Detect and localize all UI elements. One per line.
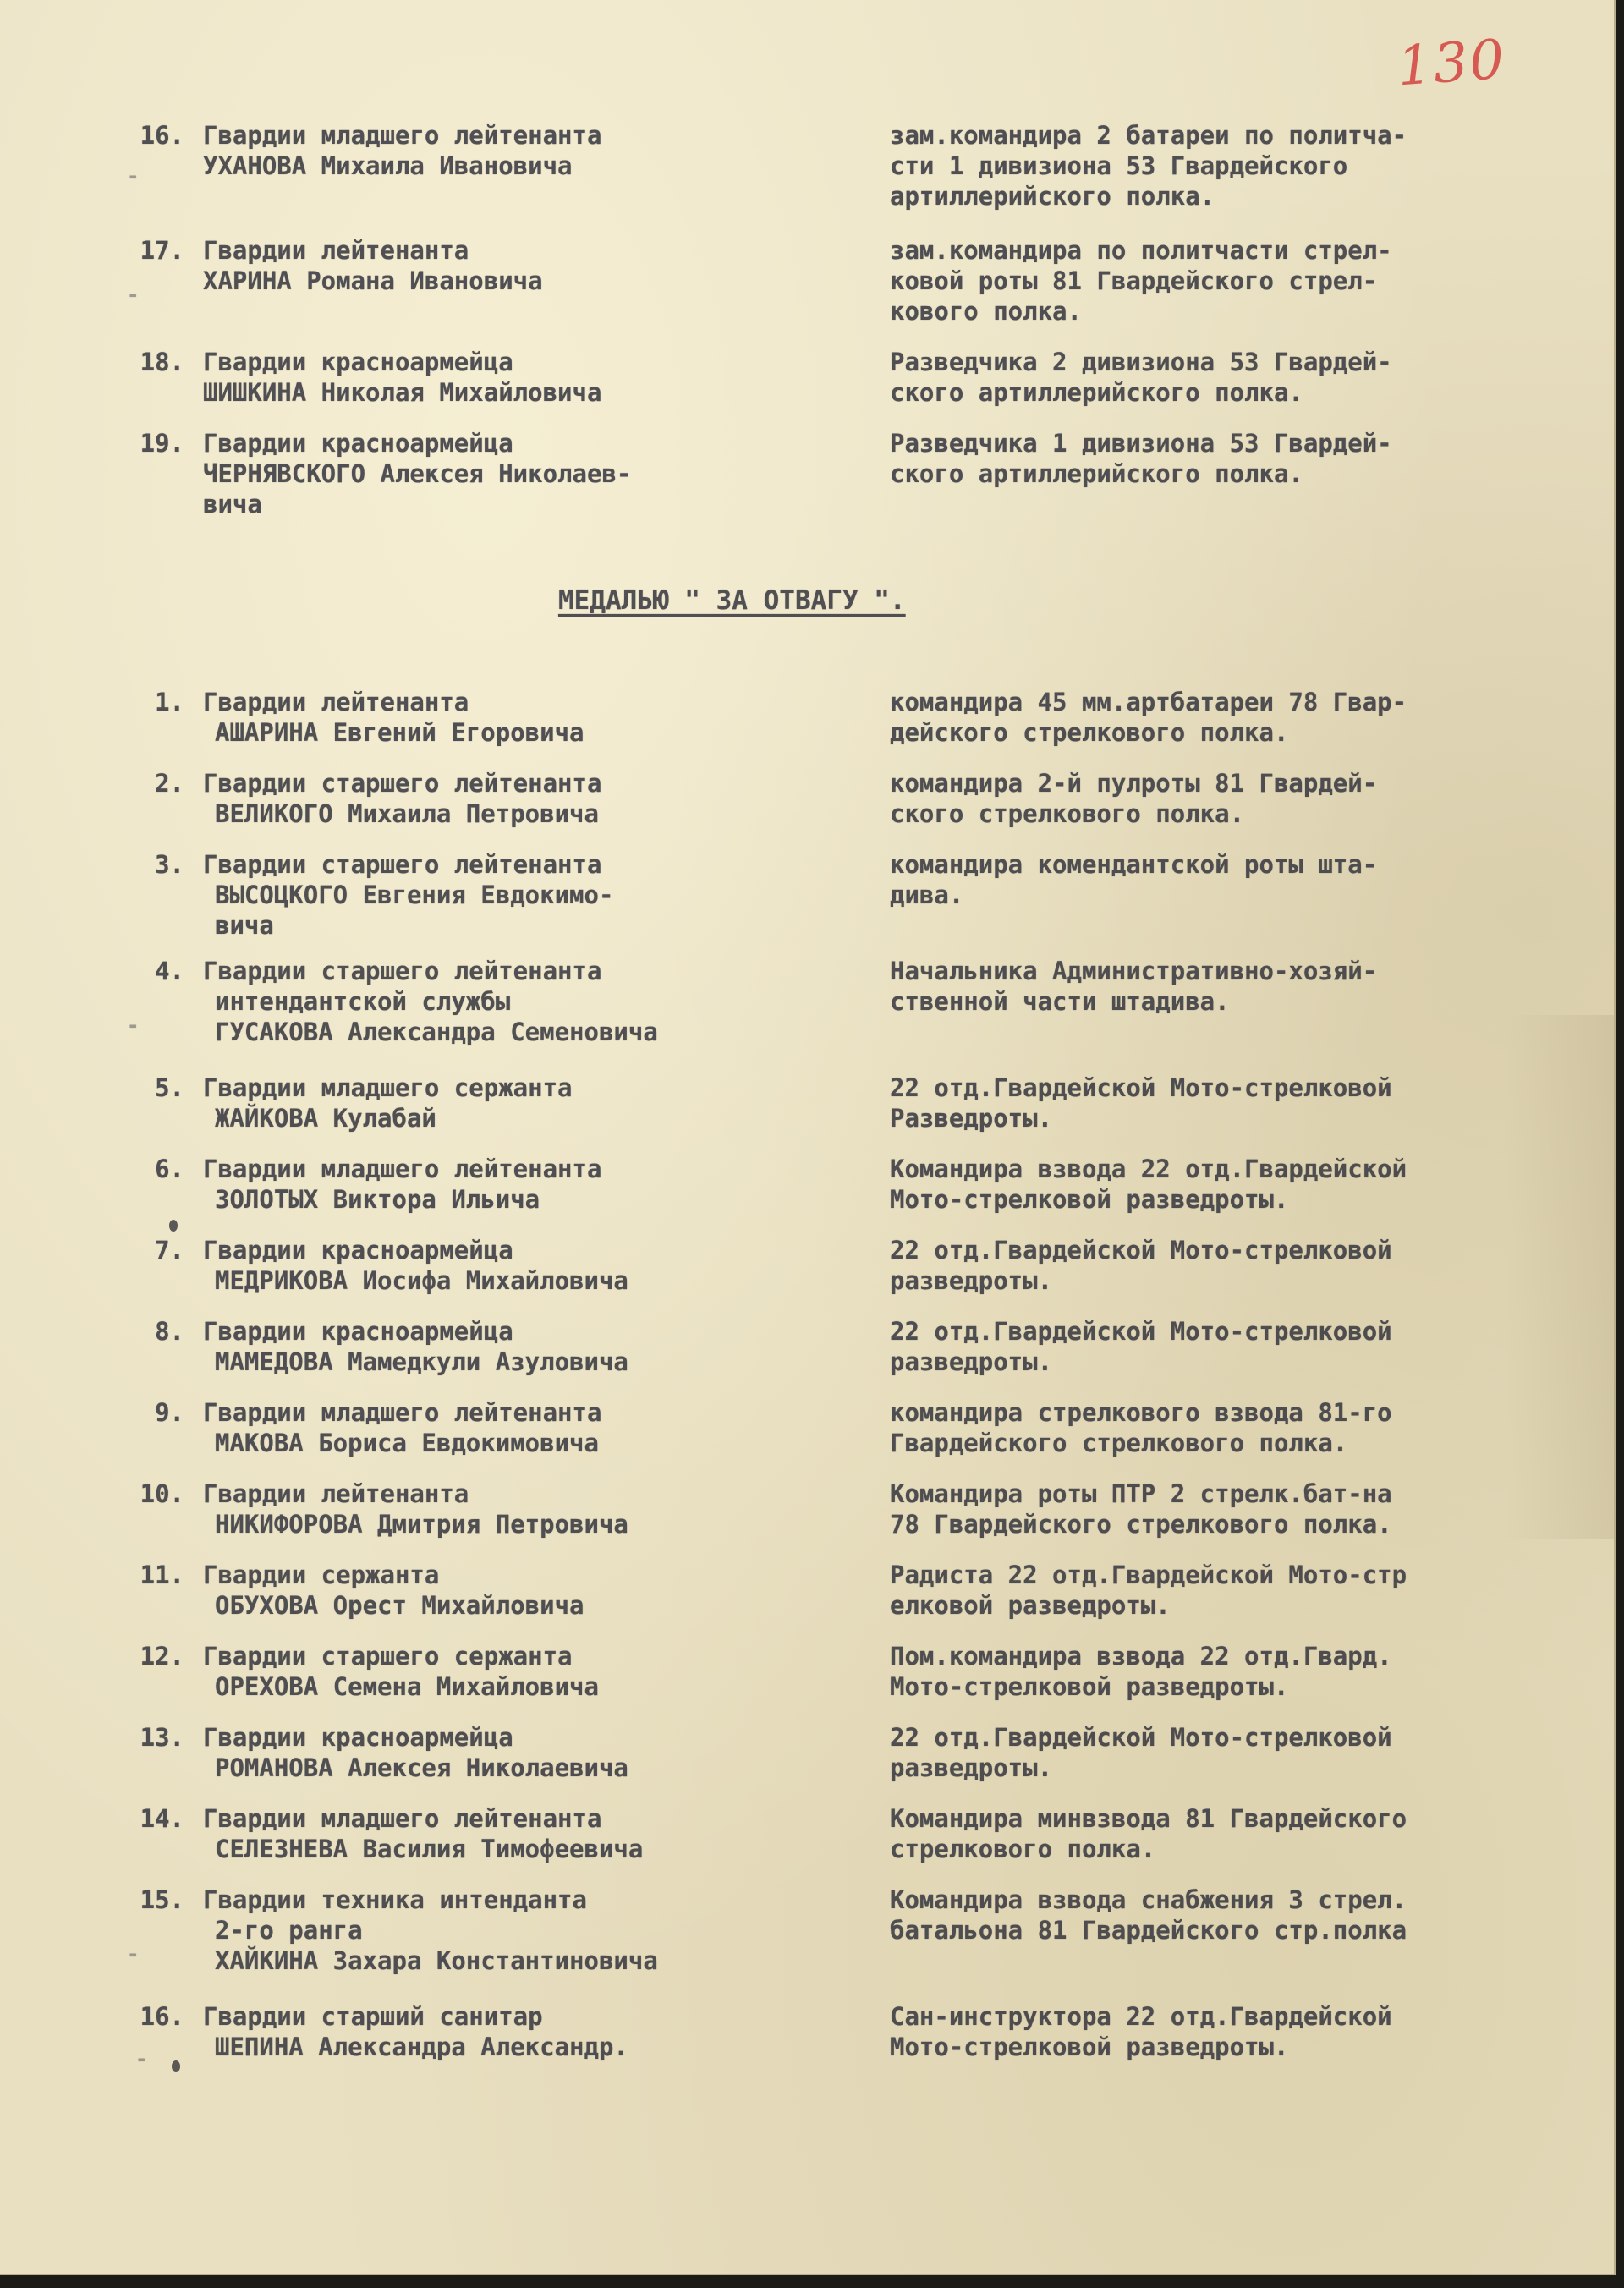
entry-role <box>890 849 1617 910</box>
name-line: МАКОВА Бориса Евдокимовича <box>215 1429 599 1457</box>
name-line: ГУСАКОВА Александра Семеновича <box>215 1018 658 1046</box>
entry-number: 15. <box>140 1885 184 1914</box>
name-line: МАМЕДОВА Мамедкули Азуловича <box>215 1347 628 1376</box>
name-line: Гвардии красноармейца <box>203 1723 513 1752</box>
name-line: Гвардии лейтенанта <box>203 1479 469 1508</box>
role-line: Командира взвода 22 отд.Гвардейской <box>890 1155 1407 1183</box>
role-line: Пом.командира взвода 22 отд.Гвард. <box>890 1642 1392 1671</box>
entry-name <box>203 120 863 181</box>
name-line: АШАРИНА Евгений Егоровича <box>215 718 584 747</box>
entry-role <box>890 1641 1617 1702</box>
name-line: ШЕПИНА Александра Александр. <box>215 2033 628 2061</box>
margin-dash: - <box>127 1942 140 1966</box>
role-line: Гвардейского стрелкового полка. <box>890 1429 1348 1457</box>
entry-number: 14. <box>140 1804 184 1833</box>
role-line: командира стрелкового взвода 81-го <box>890 1398 1392 1427</box>
role-line: Начальника Административно-хозяй- <box>890 957 1378 985</box>
margin-dash: - <box>127 283 140 306</box>
entry-number: 17. <box>140 236 184 265</box>
role-line: Разведчика 1 дивизиона 53 Гвардей- <box>890 429 1392 458</box>
role-line: командира 2-й пулроты 81 Гвардей- <box>890 769 1378 798</box>
name-line: Гвардии сержанта <box>203 1561 440 1589</box>
role-line: стрелкового полка. <box>890 1835 1156 1863</box>
role-line: командира комендантской роты шта- <box>890 850 1378 879</box>
entry-role <box>890 956 1617 1017</box>
role-line: Командира минвзвода 81 Гвардейского <box>890 1804 1407 1833</box>
name-line: Гвардии старший санитар <box>203 2002 543 2031</box>
entry-name <box>203 768 863 829</box>
section-title: МЕДАЛЬЮ " ЗА ОТВАГУ ". <box>558 585 906 616</box>
role-line: сти 1 дивизиона 53 Гвардейского <box>890 151 1348 180</box>
handwritten-page-number: 130 <box>1395 28 1508 99</box>
role-line: 22 отд.Гвардейской Мото-стрелковой <box>890 1723 1392 1752</box>
entry-role <box>890 2001 1617 2062</box>
name-line: ЖАЙКОВА Кулабай <box>215 1104 436 1133</box>
entry-number: 11. <box>140 1561 184 1589</box>
entry-number: 6. <box>155 1155 184 1183</box>
entry-number: 12. <box>140 1642 184 1671</box>
role-line: Мото-стрелковой разведроты. <box>890 1185 1289 1214</box>
name-line: Гвардии красноармейца <box>203 1236 513 1265</box>
entry-name <box>203 1560 863 1621</box>
entry-number: 10. <box>140 1479 184 1508</box>
entry-name <box>203 1722 863 1783</box>
role-line: дейского стрелкового полка. <box>890 718 1289 747</box>
name-line: ВЕЛИКОГО Михаила Петровича <box>215 799 599 828</box>
entry-number: 5. <box>155 1073 184 1102</box>
name-line: ЗОЛОТЫХ Виктора Ильича <box>215 1185 540 1214</box>
role-line: ского артиллерийского полка. <box>890 459 1303 488</box>
role-line: разведроты. <box>890 1347 1053 1376</box>
entry-name <box>203 1316 863 1377</box>
role-line: елковой разведроты. <box>890 1591 1171 1620</box>
entry-role <box>890 1073 1617 1133</box>
name-line: Гвардии младшего сержанта <box>203 1073 573 1102</box>
name-line: ЧЕРНЯВСКОГО Алексея Николаев- <box>203 459 632 488</box>
entry-name <box>203 1479 863 1539</box>
name-line: Гвардии младшего лейтенанта <box>203 121 602 150</box>
entry-number: 16. <box>140 2002 184 2031</box>
name-line: НИКИФОРОВА Дмитрия Петровича <box>215 1510 628 1539</box>
ink-mark <box>172 2060 180 2072</box>
entry-role <box>890 687 1617 748</box>
role-line: батальона 81 Гвардейского стр.полка <box>890 1916 1407 1945</box>
role-line: Разведроты. <box>890 1104 1053 1133</box>
entry-role <box>890 1154 1617 1215</box>
role-line: Мото-стрелковой разведроты. <box>890 1672 1289 1701</box>
name-line: Гвардии старшего лейтенанта <box>203 769 602 798</box>
entry-name <box>203 1641 863 1702</box>
ink-mark <box>169 1220 178 1232</box>
name-line: ШИШКИНА Николая Михайловича <box>203 378 602 407</box>
entry-number: 9. <box>155 1398 184 1427</box>
name-line: МЕДРИКОВА Иосифа Михайловича <box>215 1266 628 1295</box>
entry-name <box>203 687 863 748</box>
role-line: ского артиллерийского полка. <box>890 378 1303 407</box>
entry-role <box>890 1560 1617 1621</box>
entry-name <box>203 2001 863 2062</box>
role-line: ковой роты 81 Гвардейского стрел- <box>890 266 1378 295</box>
entry-number: 4. <box>155 957 184 985</box>
entry-number: 3. <box>155 850 184 879</box>
name-line: Гвардии лейтенанта <box>203 236 469 265</box>
entry-number: 2. <box>155 769 184 798</box>
entry-role <box>890 768 1617 829</box>
name-line: СЕЛЕЗНЕВА Василия Тимофеевича <box>215 1835 644 1863</box>
entry-role <box>890 1479 1617 1539</box>
role-line: командира 45 мм.артбатареи 78 Гвар- <box>890 688 1407 716</box>
entry-number: 13. <box>140 1723 184 1752</box>
entry-role <box>890 1316 1617 1377</box>
name-line: Гвардии техника интенданта <box>203 1885 587 1914</box>
name-line: Гвардии лейтенанта <box>203 688 469 716</box>
role-line: Мото-стрелковой разведроты. <box>890 2033 1289 2061</box>
name-line: Гвардии старшего сержанта <box>203 1642 573 1671</box>
role-line: ского стрелкового полка. <box>890 799 1245 828</box>
entry-role <box>890 1397 1617 1458</box>
role-line: артиллерийского полка. <box>890 182 1215 211</box>
name-line: ОРЕХОВА Семена Михайловича <box>215 1672 599 1701</box>
role-line: зам.командира по политчасти стрел- <box>890 236 1392 265</box>
entry-number: 7. <box>155 1236 184 1265</box>
margin-dash: - <box>135 2047 148 2071</box>
margin-dash: - <box>127 164 140 188</box>
entry-role <box>890 1235 1617 1296</box>
name-line: ХАЙКИНА Захара Константиновича <box>215 1946 658 1975</box>
name-line: ОБУХОВА Орест Михайловича <box>215 1591 584 1620</box>
entry-role <box>890 428 1617 489</box>
role-line: Командира взвода снабжения 3 стрел. <box>890 1885 1407 1914</box>
entry-role <box>890 347 1617 408</box>
name-line: вича <box>203 490 262 519</box>
role-line: 22 отд.Гвардейской Мото-стрелковой <box>890 1317 1392 1346</box>
role-line: 22 отд.Гвардейской Мото-стрелковой <box>890 1236 1392 1265</box>
role-line: Разведчика 2 дивизиона 53 Гвардей- <box>890 348 1392 376</box>
entry-name <box>203 1073 863 1133</box>
role-line: разведроты. <box>890 1753 1053 1782</box>
name-line: Гвардии младшего лейтенанта <box>203 1398 602 1427</box>
role-line: ственной части штадива. <box>890 987 1230 1016</box>
entry-name <box>203 1803 863 1864</box>
entry-name <box>203 235 863 296</box>
role-line: Командира роты ПТР 2 стрелк.бат-на <box>890 1479 1392 1508</box>
entry-number: 18. <box>140 348 184 376</box>
entry-number: 16. <box>140 121 184 150</box>
name-line: Гвардии младшего лейтенанта <box>203 1804 602 1833</box>
name-line: интендантской службы <box>215 987 511 1016</box>
name-line: 2-го ранга <box>215 1916 363 1945</box>
name-line: Гвардии младшего лейтенанта <box>203 1155 602 1183</box>
role-line: 22 отд.Гвардейской Мото-стрелковой <box>890 1073 1392 1102</box>
entry-name <box>203 956 863 1047</box>
entry-name <box>203 1154 863 1215</box>
name-line: ХАРИНА Романа Ивановича <box>203 266 543 295</box>
role-line: кового полка. <box>890 297 1082 326</box>
entry-role <box>890 235 1617 326</box>
entry-name <box>203 1235 863 1296</box>
margin-dash: - <box>127 1013 140 1037</box>
role-line: Сан-инструктора 22 отд.Гвардейской <box>890 2002 1392 2031</box>
entry-name <box>203 428 863 519</box>
name-line: Гвардии красноармейца <box>203 1317 513 1346</box>
name-line: ВЫСОЦКОГО Евгения Евдокимо- <box>215 881 614 909</box>
entry-name <box>203 1397 863 1458</box>
entry-number: 8. <box>155 1317 184 1346</box>
name-line: РОМАНОВА Алексея Николаевича <box>215 1753 628 1782</box>
entry-role <box>890 1885 1617 1945</box>
entry-name <box>203 1885 863 1976</box>
name-line: Гвардии красноармейца <box>203 348 513 376</box>
role-line: 78 Гвардейского стрелкового полка. <box>890 1510 1392 1539</box>
role-line: дива. <box>890 881 964 909</box>
name-line: Гвардии старшего лейтенанта <box>203 957 602 985</box>
role-line: зам.командира 2 батареи по политча- <box>890 121 1407 150</box>
entry-number: 1. <box>155 688 184 716</box>
entry-name <box>203 849 863 941</box>
entry-role <box>890 1803 1617 1864</box>
entry-number: 19. <box>140 429 184 458</box>
entry-role <box>890 120 1617 211</box>
name-line: Гвардии красноармейца <box>203 429 513 458</box>
role-line: Радиста 22 отд.Гвардейской Мото-стр <box>890 1561 1407 1589</box>
name-line: вича <box>215 911 274 940</box>
entry-name <box>203 347 863 408</box>
name-line: Гвардии старшего лейтенанта <box>203 850 602 879</box>
name-line: УХАНОВА Михаила Ивановича <box>203 151 573 180</box>
entry-role <box>890 1722 1617 1783</box>
role-line: разведроты. <box>890 1266 1053 1295</box>
